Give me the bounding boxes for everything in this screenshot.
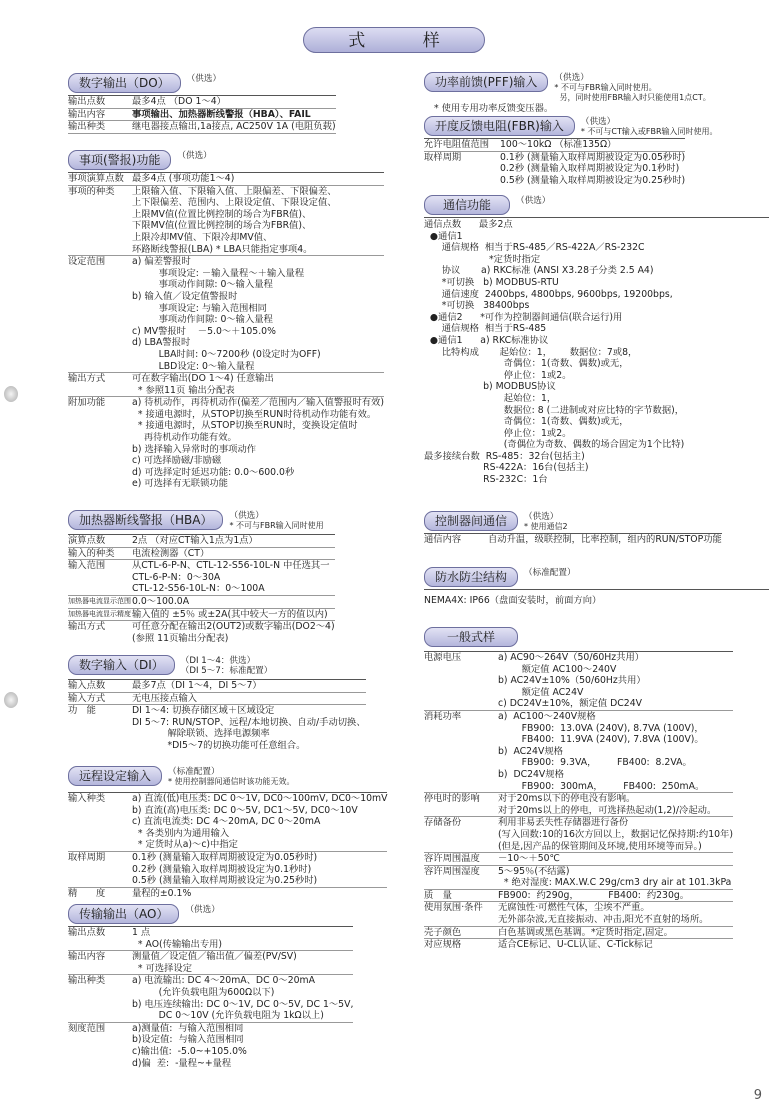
row-value: 0.1秒 (测量输入取样周期被设定为0.05秒时) 0.2秒 (测量输入取样周期被设定为0.1秒时) 0.5秒 (测量输入取样周期被设定为0.25秒时) (132, 851, 387, 887)
row-label: 消耗功率 (424, 710, 498, 792)
page-number: 9 (753, 1088, 762, 1103)
row-label: 事项演算点数 (68, 173, 132, 186)
row-value: 事项输出、加热器断线警报（HBA）、FAIL (132, 108, 336, 121)
binder-hole-top (4, 386, 18, 402)
row-label: 允许电阻值范围 (424, 139, 500, 152)
row-value: 上限输入值、下限输入值、上限偏差、下限偏差、 上下限偏差、范围内、上限设定值、下限设定值、 上限MV值(位置比例控制的场合为FBR值)、 下限MV值(位置比例控制的场合为FBR值)、 上限冷却MV值、下限冷却MV值、 环路断线警报(LBA) * LBA只能指定事项4。 (132, 185, 384, 256)
row-value: 电流检测器（CT） (132, 547, 335, 560)
row-value: a)测量值: 与输入范围相同 b)设定值: 与输入范围相同 c)输出值: -5.0~+105.0% d)偏 差: -量程~+量程 (132, 1022, 247, 1069)
section-pff (424, 72, 764, 114)
section-event-note: （供选） (177, 151, 212, 161)
section-ctrl-note: （供选） (524, 512, 559, 522)
page-title: 式 样 (303, 27, 485, 53)
row-value: 量程的±0.1% (132, 887, 192, 899)
row-value: 5～95％(不结露) * 绝对湿度: MAX.W.C 29g/cm3 dry air at 101.3kPa (498, 865, 732, 889)
section-do-note: （供选） (186, 74, 222, 84)
section-general (424, 627, 769, 951)
general-table (424, 651, 733, 951)
section-event (68, 150, 413, 490)
row-label: 加热器电流显示精度 (68, 608, 132, 621)
row-label: 输出方式 (68, 621, 106, 633)
section-comm (424, 195, 769, 486)
section-ip-title: 防水防尘结构 (424, 567, 518, 587)
comm-text: 通信点数 最多2点 ●通信1 通信规格 相当于RS-485／RS-422A／RS-232C *定货时指定 协议 a) RKC标准 (ANSI X3.28子分类 2.5 A4) *可切换 b) MODBUS-RTU 通信速度 2400bps, 4800bps, 9600bps, 19200bps, *可切换 38400bps ●通信2 *可作为控制器间通信(联合运行)用 通信规格 相当于RS-485 ●通信1 a) RKC标准协议 比特构成 起始位：1， 数据位：7或8， 奇偶位：1(奇数、偶数)或无， 停止位：1或2。 b) MODBUS协议 起始位：1， 数据位: 8 (二进制或对应比特的字节数据)， 奇偶位：1(奇数、偶数)或无， 停止位：1或2。 (奇偶位为奇数、偶数的场合固定为1个比特) 最多接续台数 RS-485：32台(包括主) RS-422A：16台(包括主) RS-232C：1台 (424, 217, 769, 486)
row-label: 输出种类 (68, 975, 132, 1022)
row-value: 无腐蚀性·可燃性气体，尘埃不严重。 无外部杂波,无直接振动、冲击,阳光不直射的场所。 (498, 902, 733, 926)
section-event-title: 事项(警报)功能 (68, 150, 171, 170)
row-value: a) AC90～264V（50/60Hz共用） 额定值 AC100～240V b) AC24V±10%（50/60Hz共用） 额定值 AC24V c) DC24V±10%，额定值 DC24V (498, 652, 733, 711)
section-do-title: 数字输出（DO） (68, 73, 181, 93)
section-comm-note: （供选） (516, 196, 551, 206)
row-value: 可在数字输出(DO 1～4) 任意输出 * 参照11页 输出分配表 (132, 373, 384, 397)
row-label: 功 能 (68, 705, 96, 717)
section-ao-title: 传输输出（AO） (68, 904, 179, 924)
section-di-note: （DI 1～4：供选） （DI 5～7：标准配置） (180, 656, 273, 676)
section-comm-title: 通信功能 (424, 195, 510, 215)
section-di (68, 655, 413, 752)
row-label: 容许周围温度 (424, 853, 498, 866)
row-label: 输出内容 (68, 108, 132, 121)
section-di-title: 数字输入（DI） (68, 655, 175, 675)
section-hba-note2: * 不可与FBR输入同时使用 (229, 521, 324, 530)
section-remote-note2: * 使用控制器间通信时该功能无效。 (168, 777, 295, 786)
section-remote-title: 远程设定输入 (68, 766, 162, 786)
di-table (68, 679, 366, 752)
section-ao (68, 904, 413, 1069)
row-label: 停电时的影响 (424, 793, 498, 817)
row-value: 最多7点（DI 1～4，DI 5～7） (132, 680, 366, 693)
row-value: －10～＋50℃ (498, 853, 733, 866)
row-label: 输入范围 (68, 560, 132, 596)
section-ao-note: （供选） (185, 905, 220, 915)
row-label: 电源电压 (424, 652, 498, 711)
section-ip-note: （标准配置） (524, 568, 576, 578)
row-label: 使用氛围·条件 (424, 902, 498, 926)
row-label: 附加功能 (68, 397, 106, 409)
row-label: 质 量 (424, 889, 498, 902)
section-pff-foot: * 使用专用功率反馈变压器。 (434, 103, 554, 114)
section-hba-note: （供选） (229, 511, 264, 521)
row-label: 精 度 (68, 887, 106, 899)
row-label: 壳子颜色 (424, 926, 498, 939)
event-table (68, 172, 384, 490)
row-label: 输出点数 (68, 927, 132, 951)
section-hba (68, 510, 413, 644)
row-value: DI 1～4: 切换存储区域＋区域设定 DI 5～7: RUN/STOP、远程/本地切换、自动/手动切换、 解除联锁、选择电源频率 *DI5～7的切换功能可任意组合。 (132, 705, 366, 751)
row-label: 输出方式 (68, 373, 132, 397)
row-label: 输入的种类 (68, 547, 132, 560)
row-label: 输入种类 (68, 793, 132, 852)
row-label: 取样周期 (68, 851, 132, 887)
row-value: 最多4点 (事项功能1～4) (132, 173, 384, 186)
row-value: 输入值的 ±5％ 或±2A(其中较大一方的值以内) (132, 608, 335, 621)
section-fbr-note: （供选） (580, 117, 616, 127)
row-value: 1 点 * AO(传输输出专用) (132, 927, 353, 951)
binder-hole-bottom (4, 692, 18, 708)
section-remote-note: （标准配置） (168, 767, 220, 777)
row-value: 白色基调或黑色基调。*定货时指定,固定。 (498, 926, 733, 939)
section-fbr-note2: * 不可与CT输入或FBR输入同时使用。 (580, 127, 718, 136)
section-ctrl-comm (424, 511, 769, 546)
row-label: 设定范围 (68, 256, 132, 373)
row-label: 输出种类 (68, 121, 132, 134)
remote-table (68, 792, 387, 899)
row-label: 演算点数 (68, 535, 132, 548)
row-value: a) AC100～240V规格 FB900: 13.0VA (240V), 8.7VA (100V)， FB400: 11.9VA (240V), 7.8VA (100V)。 b) AC24V规格 FB900: 9.3VA， FB400: 8.2VA。 b) DC24V规格 FB900: 300mA， FB400: 250mA。 (498, 710, 733, 792)
ctrl-table (424, 533, 722, 546)
row-value: a) 偏差警报时 事项设定: －输入量程～＋输入量程 事项动作间隙: 0～输入量程 b) 输入值／设定值警报时 事项设定: 与输入范围相同 事项动作间隙: 0～输入量程 c) MV警报时 －5.0～＋105.0% d) LBA警报时 LBA时间: 0～7200秒 (0设定时为OFF) LBD设定: 0～输入量程 (132, 256, 384, 373)
section-hba-title: 加热器断线警报（HBA） (68, 510, 223, 530)
row-label: 加热器电流显示范围 (68, 595, 132, 608)
section-ctrl-note2: * 使用通信2 (524, 522, 568, 531)
row-value: 从CTL-6-P-N、CTL-12-S56-10L-N 中任选其一 CTL-6-P-N：0～30A CTL-12-S56-10L-N：0～100A (132, 560, 335, 596)
row-value: 利用非易丢失性存储器进行备份 (写入回数:10的16次方回以上，数据记忆保持期:约10年) (但是,因产品的保管期间及环境,使用环境等而异。) (498, 817, 733, 852)
row-label: 刻度范围 (68, 1022, 106, 1034)
hba-table (68, 534, 335, 644)
section-pff-note: （供选） (554, 73, 589, 83)
row-value: a) 电流输出: DC 4～20mA、DC 0～20mA (允许负载电阻为600Ω以下) b) 电压连续输出: DC 0～1V, DC 0～5V, DC 1～5V, DC 0～10V (允许负载电阻为 1kΩ以上) (132, 975, 354, 1022)
row-value: 100～10kΩ （标准135Ω） (500, 139, 685, 152)
row-label: 取样周期 (424, 151, 462, 163)
row-label: 容许周围湿度 (424, 865, 498, 889)
row-label: 输出点数 (68, 96, 132, 109)
do-table (68, 95, 336, 134)
row-value: FB900: 约290g， FB400: 约230g。 (498, 889, 733, 902)
section-fbr-title: 开度反馈电阻(FBR)输入 (424, 116, 575, 136)
row-value: 最多4点 （DO 1～4） (132, 96, 336, 109)
row-label: 存储备份 (424, 817, 498, 853)
row-label: 输入方式 (68, 692, 132, 705)
row-value: 无电压接点输入 (132, 692, 366, 705)
section-ctrl-title: 控制器间通信 (424, 511, 518, 531)
row-label: 输入点数 (68, 680, 132, 693)
row-label: 事项的种类 (68, 185, 132, 256)
row-value: a) 直流(低)电压类: DC 0～1V, DC0～100mV, DC0～10mV b) 直流(高)电压类: DC 0～5V, DC1～5V, DC0～10V c) 直流电流类: DC 4～20mA, DC 0～20mA * 各类别内为通用输入 * 定货时从a)～c)中指定 (132, 793, 388, 851)
section-do (68, 73, 408, 134)
row-label: 对应规格 (424, 939, 462, 951)
row-value: 0.1秒 (测量输入取样周期被设定为0.05秒时) 0.2秒 (测量输入取样周期被设定为0.1秒时) 0.5秒 (测量输入取样周期被设定为0.25秒时) (500, 151, 686, 186)
section-pff-title: 功率前馈(PFF)输入 (424, 72, 548, 92)
section-remote (68, 766, 413, 899)
ao-table (68, 926, 353, 1069)
row-value: 对于20ms以下的停电没有影响。 对于20ms以上的停电，可选择热起动(1,2)/冷起动。 (498, 793, 733, 817)
row-value: 继电器接点输出,1a接点, AC250V 1A (电阻负载) (132, 121, 336, 133)
row-value: 测量值／设定值／输出值／偏差(PV/SV) * 可选择设定 (132, 951, 353, 975)
section-fbr (424, 116, 764, 186)
row-value: a) 待机动作，再待机动作(偏差／范围内／输入值警报时有效) * 接通电源时，从STOP切换至RUN时待机动作功能有效。 * 接通电源时，从STOP切换至RUN时，变换设定值时 再待机动作功能有效。 b) 选择输入异常时的事项动作 c) 可选择励磁/非励磁 d) 可选择定时延迟功能: 0.0～600.0秒 e) 可选择有无联锁功能 (132, 397, 384, 490)
row-value: 2点 （对应CT输入1点为1点） (132, 535, 335, 548)
row-value: 可任意分配在输出2(OUT2)或数字输出(DO2～4) (参照 11页输出分配表) (132, 621, 335, 644)
fbr-table (424, 138, 685, 186)
row-label: 通信内容 (424, 534, 488, 546)
row-label: 输出内容 (68, 951, 132, 975)
section-pff-note2: * 不可与FBR输入同时使用。 另，同时使用FBR输入时只能使用1点CT。 (554, 83, 711, 102)
row-value: 自动升温，级联控制，比率控制，组内的RUN/STOP功能 (488, 534, 722, 545)
section-general-title: 一般式样 (424, 627, 518, 647)
ip-text: NEMA4X: IP66（盘面安装时，前面方向） (424, 589, 769, 606)
section-ip (424, 567, 769, 606)
row-value: 0.0～100.0A (132, 595, 335, 608)
row-value: 适合CE标记、U-CL认证、C-Tick标记 (498, 939, 653, 951)
